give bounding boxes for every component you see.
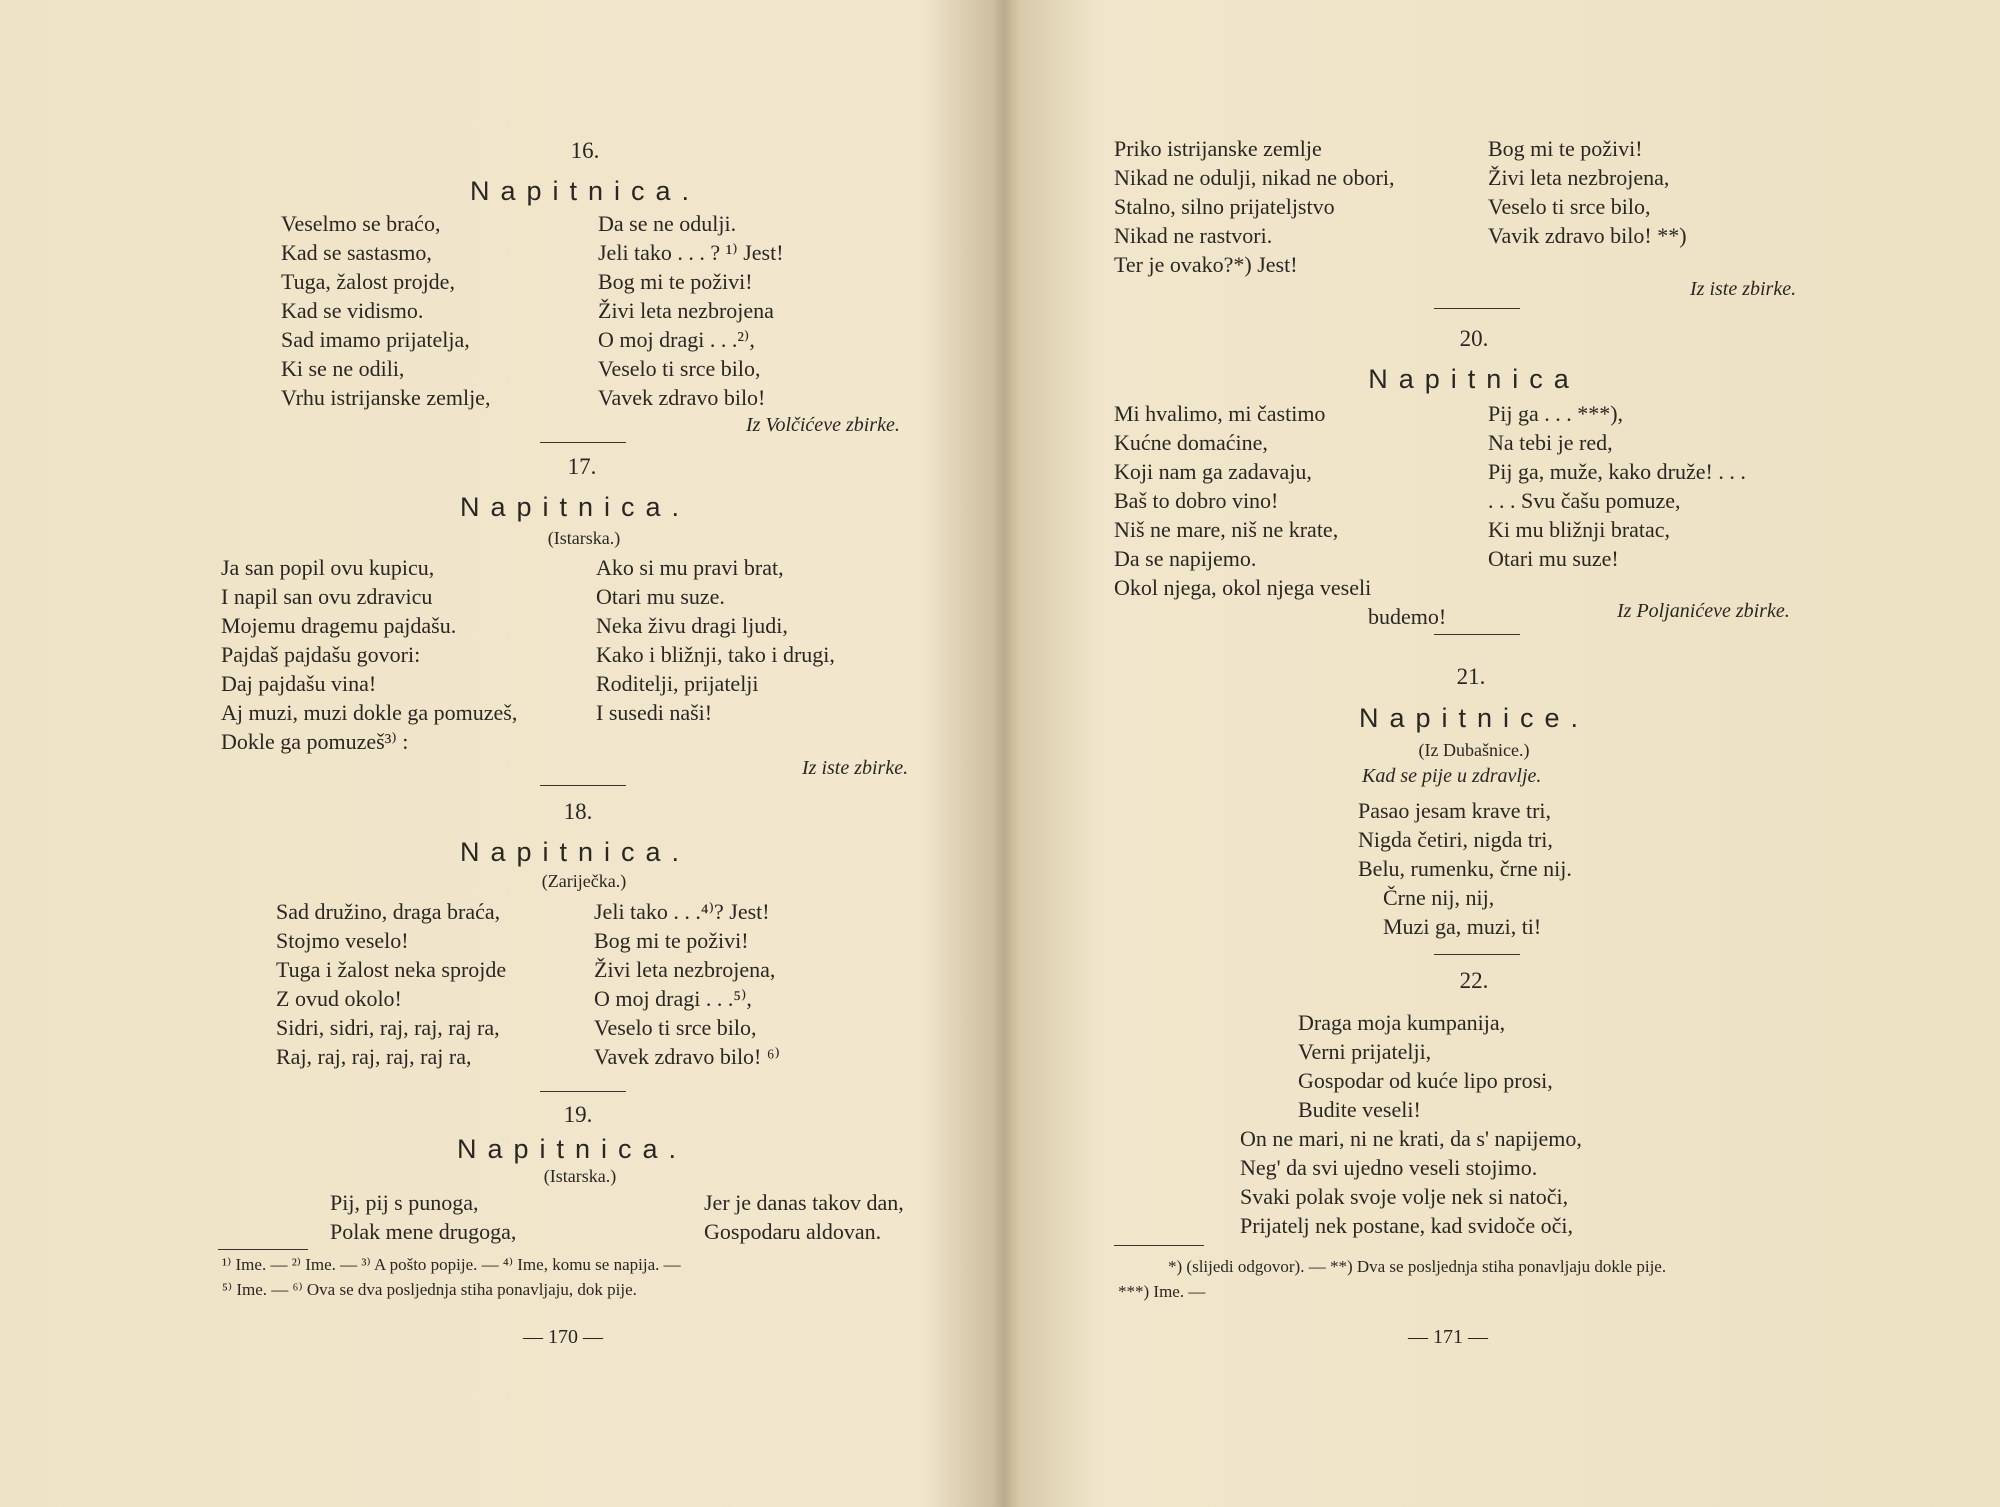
section-divider — [540, 1091, 626, 1092]
poem-number: 22. — [1459, 968, 1489, 993]
verse-line: Neg' da svi ujedno veseli stojimo. — [1240, 1155, 1538, 1180]
verse-line: Nikad ne rastvori. — [1114, 223, 1273, 248]
verse-line: Veselmo se braćo, — [281, 211, 441, 236]
verse-line: Svaki polak svoje volje nek si natoči, — [1240, 1184, 1569, 1209]
verse-line: Sidri, sidri, raj, raj, raj ra, — [276, 1015, 500, 1040]
verse-line: Ter je ovako?*) Jest! — [1114, 252, 1298, 277]
footnote-line: ¹⁾ Ime. — ²⁾ Ime. — ³⁾ A pošto popije. — ⁴⁾ Ime, komu se napija. — — [222, 1255, 681, 1274]
verse-line: Kako i bližnji, tako i drugi, — [596, 642, 835, 667]
poem-number: 16. — [570, 138, 600, 163]
verse-line: Polak mene drugoga, — [330, 1219, 517, 1244]
poem-lines — [1358, 796, 1572, 941]
verse-line: Vavik zdravo bilo! **) — [1488, 223, 1687, 248]
verse-line: Baš to dobro vino! — [1114, 488, 1279, 513]
verse-line: Niš ne mare, niš ne krate, — [1114, 517, 1339, 542]
verse-line: Kućne domaćine, — [1114, 430, 1268, 455]
verse-line: Sad družino, draga braća, — [276, 899, 501, 924]
verse-line: . . . Svu čašu pomuze, — [1488, 488, 1681, 513]
right-page — [1010, 0, 2000, 1507]
poem-title: Napitnica. — [456, 1134, 688, 1164]
verse-line: Jer je danas takov dan, — [704, 1190, 904, 1215]
verse-line: Otari mu suze! — [1488, 546, 1619, 571]
verse-line: Otari mu suze. — [596, 584, 725, 609]
poem-lines — [1298, 1008, 1553, 1124]
verse-line: Na tebi je red, — [1488, 430, 1613, 455]
verse-line: O moj dragi . . .⁵⁾, — [594, 986, 752, 1011]
verse-line: Ki mu bližnji bratac, — [1488, 517, 1671, 542]
verse-line: Bog mi te poživi! — [594, 928, 749, 953]
poem-subtitle: (Istarska.) — [547, 528, 621, 548]
verse-line: Roditelji, prijatelji — [596, 671, 759, 696]
poem-number: 19. — [563, 1102, 593, 1127]
verse-line: Dokle ga pomuzeš³⁾ : — [221, 729, 409, 754]
verse-line: Sad imamo prijatelja, — [281, 327, 470, 352]
poem-column-left — [276, 897, 506, 1071]
section-divider — [540, 442, 626, 443]
verse-line: Črne nij, nij, — [1383, 885, 1495, 910]
verse-line: Pij ga . . . ***), — [1488, 401, 1624, 426]
verse-line: Da se napijemo. — [1114, 546, 1257, 571]
poem-subtitle-italic: Kad se pije u zdravlje. — [1362, 765, 1542, 787]
source-note: Iz iste zbirke. — [802, 757, 909, 779]
poem-column-right — [596, 553, 835, 727]
verse-line: Nigda četiri, nigda tri, — [1358, 827, 1553, 852]
verse-line: Neka živu dragi ljudi, — [596, 613, 788, 638]
poem-column-left — [281, 209, 490, 412]
poem-column-left — [330, 1188, 516, 1246]
footnote-divider — [218, 1249, 308, 1250]
verse-line: I napil san ovu zdravicu — [221, 584, 433, 609]
verse-line: Priko istrijanske zemlje — [1114, 136, 1322, 161]
poem-title: Napitnica. — [459, 492, 691, 522]
verse-line: Okol njega, okol njega veseli — [1114, 575, 1372, 600]
footnotes — [222, 1252, 681, 1302]
poem-title: Napitnice. — [1358, 703, 1590, 733]
verse-line: Tuga, žalost projde, — [281, 269, 455, 294]
poem-column-left — [221, 553, 517, 756]
poem-column-right — [1488, 134, 1687, 250]
verse-line: Prijatelj nek postane, kad svidoče oči, — [1240, 1213, 1573, 1238]
footnote-line: *) (slijedi odgovor). — **) Dva se posljednja stiha ponavljaju dokle pije. — [1168, 1257, 1667, 1276]
verse-line: I susedi naši! — [596, 700, 713, 725]
source-note: Iz Poljanićeve zbirke. — [1617, 600, 1790, 622]
verse-line: Gospodar od kuće lipo prosi, — [1298, 1068, 1553, 1093]
section-divider — [540, 785, 626, 786]
verse-line: Veselo ti srce bilo, — [1488, 194, 1651, 219]
poem-title: Napitnica — [1368, 364, 1580, 394]
section-divider — [1434, 954, 1520, 955]
poem-number: 18. — [563, 799, 593, 824]
verse-line: Živi leta nezbrojena, — [1488, 165, 1670, 190]
poem-column-right — [594, 897, 780, 1071]
poem-title: Napitnica. — [469, 176, 701, 206]
section-divider — [1434, 634, 1520, 635]
verse-line: Stalno, silno prijateljstvo — [1114, 194, 1335, 219]
verse-line: Z ovud okolo! — [276, 986, 402, 1011]
verse-line: Vrhu istrijanske zemlje, — [281, 385, 491, 410]
poem-subtitle: (Iz Dubašnice.) — [1418, 740, 1530, 760]
verse-line: Kad se sastasmo, — [281, 240, 432, 265]
verse-line: Vavek zdravo bilo! — [598, 385, 766, 410]
verse-line: Vavek zdravo bilo! ⁶⁾ — [594, 1044, 780, 1069]
poem-column-right — [704, 1188, 904, 1246]
source-note: Iz iste zbirke. — [1690, 278, 1797, 300]
verse-line: Aj muzi, muzi dokle ga pomuzeš, — [221, 700, 518, 725]
verse-line: Kad se vidismo. — [281, 298, 424, 323]
verse-line: Jeli tako . . . ? ¹⁾ Jest! — [598, 240, 784, 265]
poem-lines — [1240, 1124, 1582, 1240]
section-divider — [1434, 308, 1520, 309]
verse-line: Bog mi te poživi! — [598, 269, 753, 294]
poem-number: 21. — [1456, 664, 1486, 689]
verse-line: Živi leta nezbrojena, — [594, 957, 776, 982]
verse-line: Koji nam ga zadavaju, — [1114, 459, 1312, 484]
verse-line: Muzi ga, muzi, ti! — [1383, 914, 1542, 939]
verse-line: Gospodaru aldovan. — [704, 1219, 882, 1244]
verse-line: Pij ga, muže, kako druže! . . . — [1488, 459, 1746, 484]
footnotes — [1118, 1254, 1667, 1304]
verse-line: Da se ne odulji. — [598, 211, 737, 236]
verse-line: Pij, pij s punoga, — [330, 1190, 479, 1215]
source-note: Iz Volčićeve zbirke. — [746, 414, 900, 436]
verse-line: On ne mari, ni ne krati, da s' napijemo, — [1240, 1126, 1582, 1151]
page-number: — 171 — — [1408, 1326, 1488, 1348]
verse-line: Jeli tako . . .⁴⁾? Jest! — [594, 899, 770, 924]
verse-line: Ki se ne odili, — [281, 356, 405, 381]
verse-line: Veselo ti srce bilo, — [594, 1015, 757, 1040]
verse-line: Raj, raj, raj, raj, raj ra, — [276, 1044, 472, 1069]
verse-line: Verni prijatelji, — [1298, 1039, 1432, 1064]
poem-subtitle: (Istarska.) — [543, 1166, 617, 1186]
poem-column-right — [1488, 399, 1746, 573]
verse-line: Ako si mu pravi brat, — [596, 555, 784, 580]
verse-line: Stojmo veselo! — [276, 928, 409, 953]
verse-line: O moj dragi . . .²⁾, — [598, 327, 755, 352]
footnote-divider — [1114, 1245, 1204, 1246]
page-number: — 170 — — [523, 1326, 603, 1348]
poem-subtitle: (Zariječka.) — [541, 871, 627, 891]
verse-line: Tuga i žalost neka sprojde — [276, 957, 507, 982]
verse-line: Draga moja kumpanija, — [1298, 1010, 1506, 1035]
verse-line: Pajdaš pajdašu govori: — [221, 642, 421, 667]
footnote-line: ⁵⁾ Ime. — ⁶⁾ Ova se dva posljednja stiha ponavljaju, dok pije. — [222, 1280, 637, 1299]
verse-line: Mojemu dragemu pajdašu. — [221, 613, 457, 638]
poem-number: 17. — [567, 454, 597, 479]
poem-column-left — [1114, 399, 1446, 631]
verse-line: Daj pajdašu vina! — [221, 671, 377, 696]
verse-line: budemo! — [1368, 604, 1447, 629]
verse-line: Živi leta nezbrojena — [598, 298, 774, 323]
verse-line: Mi hvalimo, mi častimo — [1114, 401, 1326, 426]
poem-column-left — [1114, 134, 1394, 279]
verse-line: Belu, rumenku, črne nij. — [1358, 856, 1572, 881]
footnote-line: ***) Ime. — — [1118, 1282, 1206, 1301]
poem-column-right — [598, 209, 784, 412]
poem-title: Napitnica. — [459, 837, 691, 867]
verse-line: Budite veseli! — [1298, 1097, 1421, 1122]
verse-line: Nikad ne odulji, nikad ne obori, — [1114, 165, 1395, 190]
verse-line: Pasao jesam krave tri, — [1358, 798, 1552, 823]
verse-line: Ja san popil ovu kupicu, — [221, 555, 435, 580]
verse-line: Veselo ti srce bilo, — [598, 356, 761, 381]
poem-number: 20. — [1459, 326, 1489, 351]
verse-line: Bog mi te poživi! — [1488, 136, 1643, 161]
